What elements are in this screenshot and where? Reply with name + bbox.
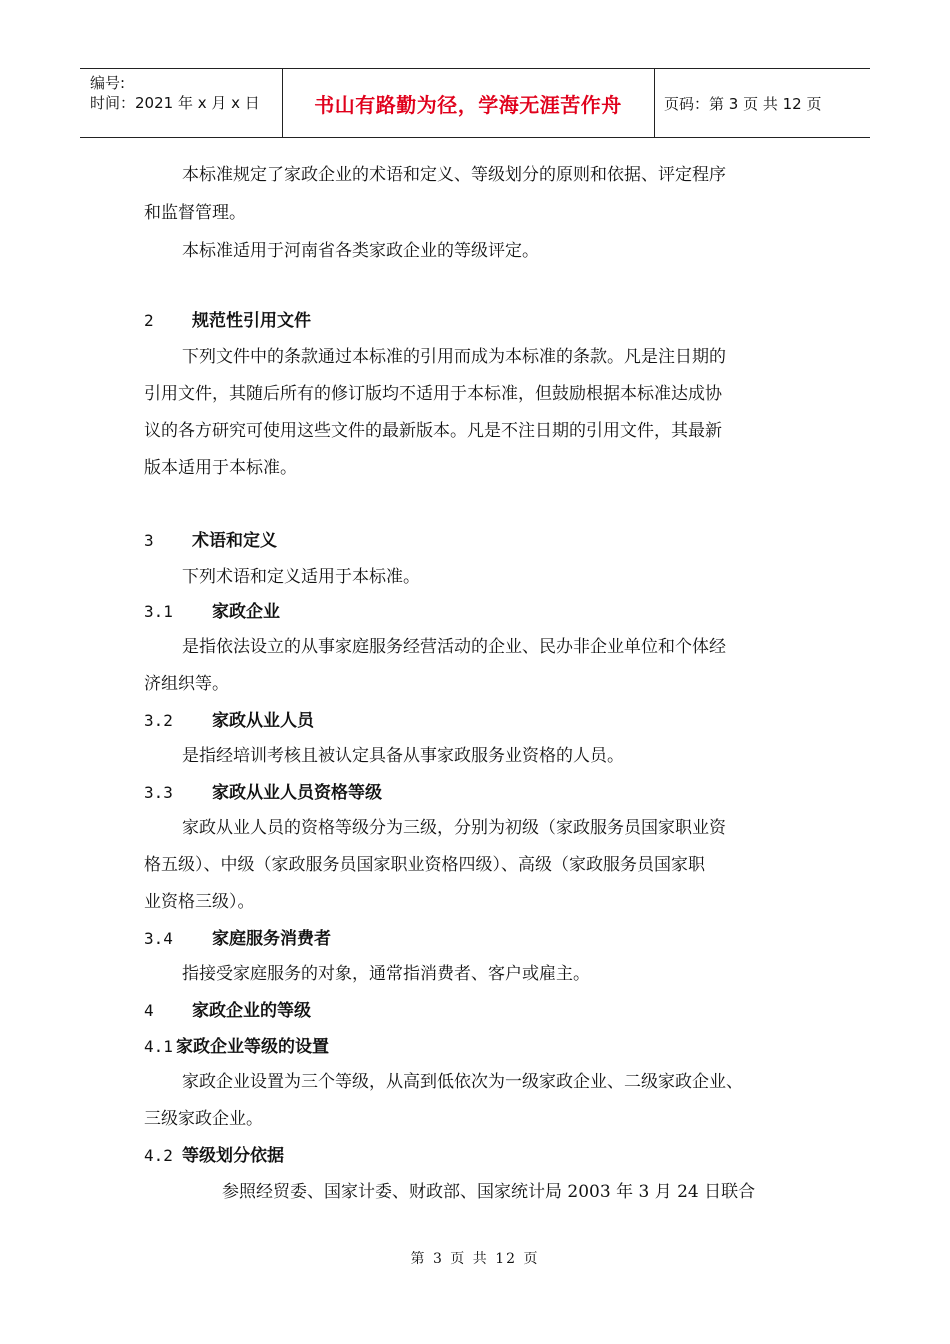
paragraph-line: 家政企业设置为三个等级，从高到低依次为一级家政企业、二级家政企业、 (182, 1072, 743, 1092)
section-title: 规范性引用文件 (192, 311, 311, 331)
paragraph-line: 本标准适用于河南省各类家政企业的等级评定。 (182, 241, 539, 261)
paragraph-line: 引用文件，其随后所有的修订版均不适用于本标准，但鼓励根据本标准达成协 (144, 384, 722, 404)
section-heading (144, 996, 311, 1021)
section-title: 术语和定义 (192, 531, 277, 551)
section-number: 3.4 (144, 929, 173, 948)
section-heading (144, 1032, 329, 1057)
section-number: 3.1 (144, 602, 173, 621)
section-title: 家庭服务消费者 (212, 929, 331, 949)
header-number: 编号: (90, 74, 126, 92)
header-meta (90, 73, 260, 113)
paragraph-line: 是指经培训考核且被认定具备从事家政服务业资格的人员。 (182, 746, 624, 766)
paragraph-line: 业资格三级）。 (144, 892, 255, 912)
paragraph-line: 是指依法设立的从事家庭服务经营活动的企业、民办非企业单位和个体经 (182, 637, 726, 657)
section-number: 3.2 (144, 711, 173, 730)
section-title: 家政企业 (212, 602, 280, 622)
paragraph-line: 格五级）、中级（家政服务员国家职业资格四级）、高级（家政服务员国家职 (144, 855, 705, 875)
section-heading (144, 924, 331, 949)
header-motto: 书山有路勤为径，学海无涯苦作舟 (314, 92, 622, 117)
paragraph-line: 下列术语和定义适用于本标准。 (182, 567, 420, 587)
section-title: 家政企业的等级 (192, 1001, 311, 1021)
section-title: 家政企业等级的设置 (176, 1037, 329, 1057)
section-heading (144, 597, 280, 622)
section-title: 家政从业人员 (212, 711, 314, 731)
section-heading (144, 526, 277, 551)
paragraph-line: 参照经贸委、国家计委、财政部、国家统计局 2003 年 3 月 24 日联合 (222, 1182, 756, 1202)
section-number: 3.3 (144, 783, 173, 802)
section-number: 3 (144, 531, 154, 550)
header-page-number: 页码：第 3 页 共 12 页 (664, 94, 822, 113)
section-heading (144, 1141, 284, 1166)
section-title: 等级划分依据 (182, 1146, 284, 1166)
paragraph-line: 下列文件中的条款通过本标准的引用而成为本标准的条款。凡是注日期的 (182, 347, 726, 367)
paragraph-line: 指接受家庭服务的对象，通常指消费者、客户或雇主。 (182, 964, 590, 984)
section-number: 2 (144, 311, 154, 330)
paragraph-line: 三级家政企业。 (144, 1109, 263, 1129)
paragraph-line: 版本适用于本标准。 (144, 458, 297, 478)
paragraph-line: 家政从业人员的资格等级分为三级，分别为初级（家政服务员国家职业资 (182, 818, 726, 838)
section-heading (144, 778, 382, 803)
section-heading (144, 706, 314, 731)
section-number: 4.2 (144, 1146, 173, 1165)
header-divider (654, 69, 655, 137)
paragraph-line: 和监督管理。 (144, 203, 246, 223)
section-heading (144, 306, 311, 331)
header-time: 时间：2021 年 x 月 x 日 (90, 94, 260, 112)
paragraph-line: 本标准规定了家政企业的术语和定义、等级划分的原则和依据、评定程序 (182, 165, 726, 185)
section-number: 4.1 (144, 1037, 173, 1056)
section-number: 4 (144, 1001, 154, 1020)
page-header (80, 68, 870, 138)
page-footer: 第 3 页 共 12 页 (410, 1251, 540, 1267)
section-title: 家政从业人员资格等级 (212, 783, 382, 803)
paragraph-line: 济组织等。 (144, 674, 229, 694)
paragraph-line: 议的各方研究可使用这些文件的最新版本。凡是不注日期的引用文件，其最新 (144, 421, 722, 441)
